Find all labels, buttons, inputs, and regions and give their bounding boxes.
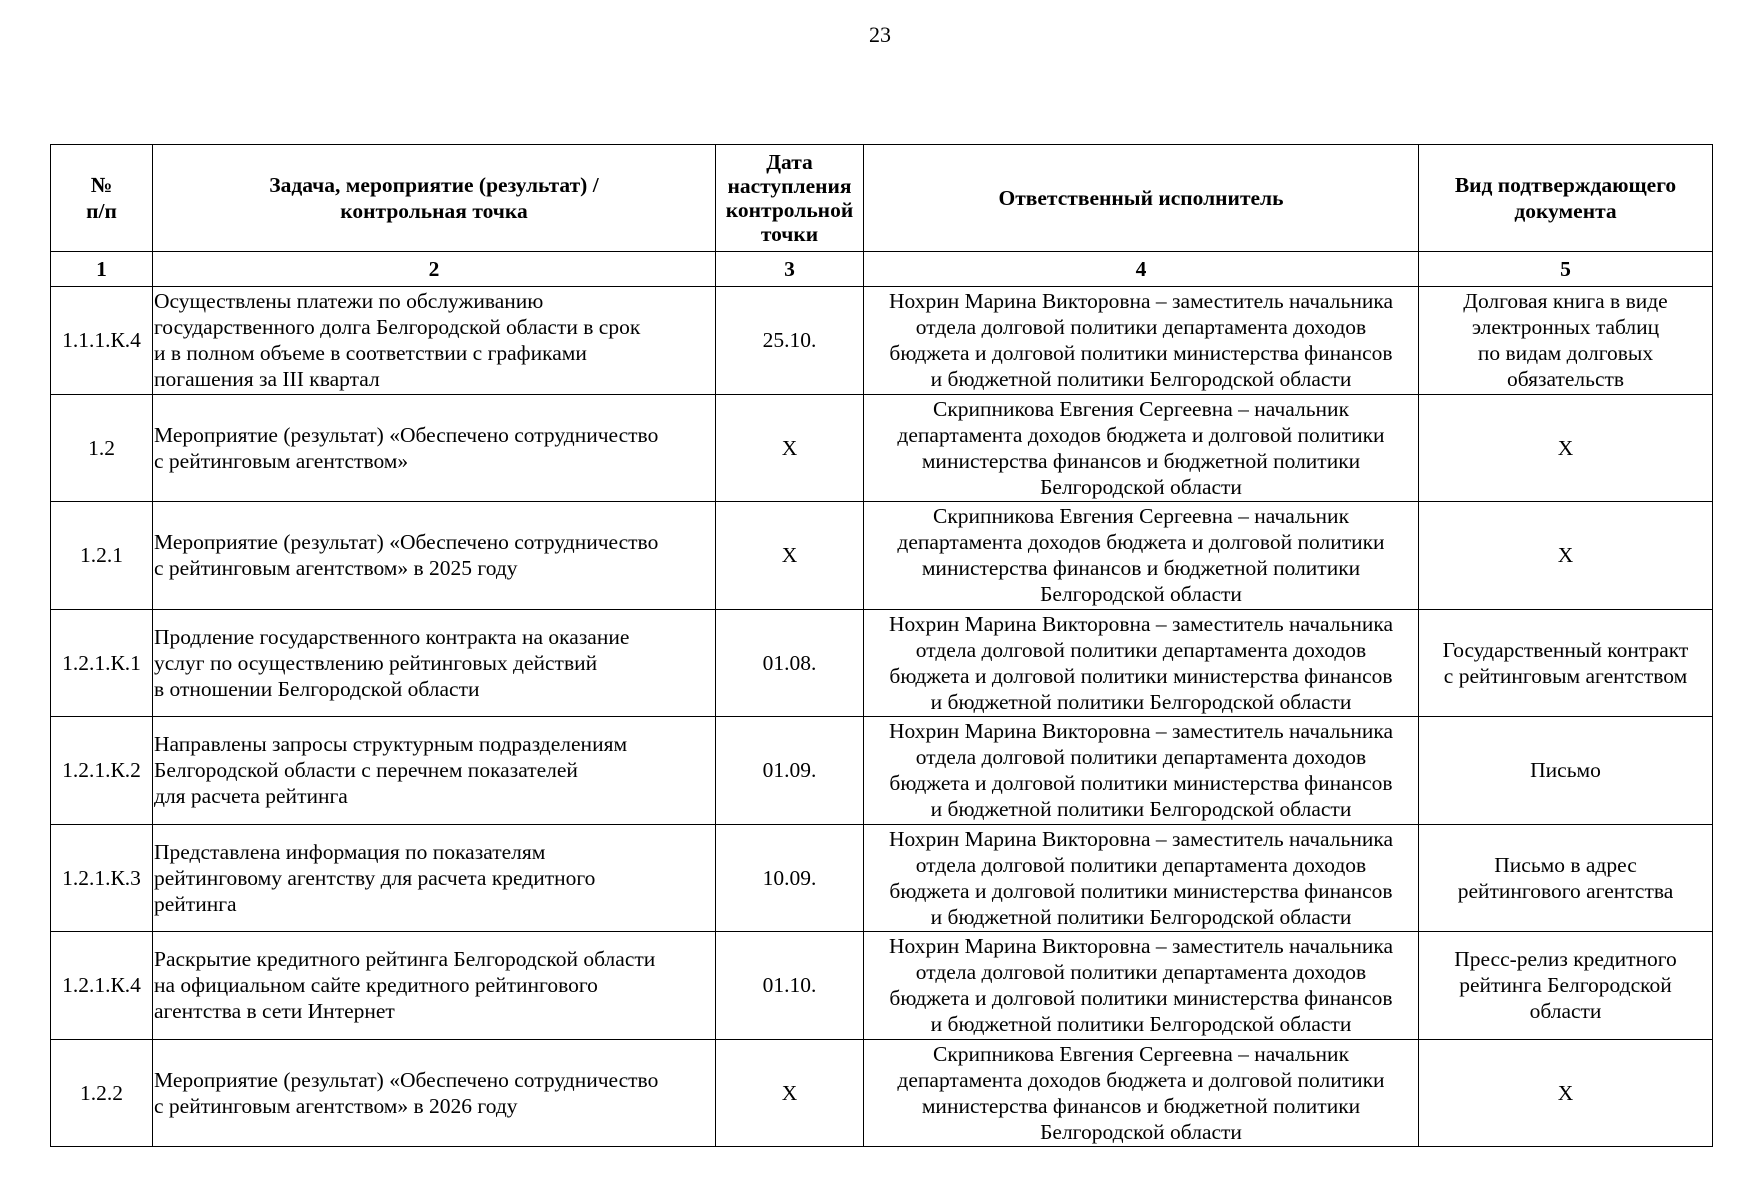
row-date: 10.09. <box>716 824 864 932</box>
column-number: 4 <box>864 252 1419 287</box>
table-row <box>51 502 1713 610</box>
column-number: 3 <box>716 252 864 287</box>
row-date: 01.08. <box>716 609 864 717</box>
header-document: Вид подтверждающего документа <box>1419 145 1713 252</box>
page-number: 23 <box>869 22 891 47</box>
row-date: 01.10. <box>716 932 864 1040</box>
row-number: 1.2 <box>51 394 153 502</box>
row-document: Х <box>1419 394 1713 502</box>
column-number: 2 <box>153 252 716 287</box>
table-row <box>51 932 1713 1040</box>
row-document: Письмо в адрес рейтингового агентства <box>1419 824 1713 932</box>
row-date: Х <box>716 502 864 610</box>
row-task: Мероприятие (результат) «Обеспечено сотрудничество с рейтинговым агентством» в 2026 году <box>153 1039 716 1147</box>
row-document: Пресс-релиз кредитного рейтинга Белгородской области <box>1419 932 1713 1040</box>
row-executor: Скрипникова Евгения Сергеевна – начальник департамента доходов бюджета и долговой политики министерства финансов и бюджетной политики Белгородской области <box>864 394 1419 502</box>
row-number: 1.1.1.К.4 <box>51 287 153 395</box>
row-date: Х <box>716 1039 864 1147</box>
header-number: № п/п <box>51 145 153 252</box>
row-executor: Нохрин Марина Викторовна – заместитель начальника отдела долговой политики департамента доходов бюджета и долговой политики министерства финансов и бюджетной политики Белгородской области <box>864 287 1419 395</box>
row-number: 1.2.2 <box>51 1039 153 1147</box>
table-row <box>51 609 1713 717</box>
row-executor: Нохрин Марина Викторовна – заместитель начальника отдела долговой политики департамента доходов бюджета и долговой политики министерства финансов и бюджетной политики Белгородской области <box>864 824 1419 932</box>
row-executor: Скрипникова Евгения Сергеевна – начальник департамента доходов бюджета и долговой политики министерства финансов и бюджетной политики Белгородской области <box>864 502 1419 610</box>
row-executor: Нохрин Марина Викторовна – заместитель начальника отдела долговой политики департамента доходов бюджета и долговой политики министерства финансов и бюджетной политики Белгородской области <box>864 609 1419 717</box>
row-date: Х <box>716 394 864 502</box>
row-number: 1.2.1 <box>51 502 153 610</box>
row-document: Письмо <box>1419 717 1713 825</box>
table-row <box>51 394 1713 502</box>
row-document: Х <box>1419 1039 1713 1147</box>
header-executor: Ответственный исполнитель <box>864 145 1419 252</box>
row-number: 1.2.1.К.1 <box>51 609 153 717</box>
row-task: Мероприятие (результат) «Обеспечено сотрудничество с рейтинговым агентством» в 2025 году <box>153 502 716 610</box>
header-row <box>51 145 1713 252</box>
row-date: 25.10. <box>716 287 864 395</box>
row-task: Представлена информация по показателям рейтинговому агентству для расчета кредитного рейтинга <box>153 824 716 932</box>
row-task: Мероприятие (результат) «Обеспечено сотрудничество с рейтинговым агентством» <box>153 394 716 502</box>
column-number: 1 <box>51 252 153 287</box>
table-row <box>51 824 1713 932</box>
row-document: Долговая книга в виде электронных таблиц по видам долговых обязательств <box>1419 287 1713 395</box>
row-task: Продление государственного контракта на оказание услуг по осуществлению рейтинговых действий в отношении Белгородской области <box>153 609 716 717</box>
row-number: 1.2.1.К.3 <box>51 824 153 932</box>
row-number: 1.2.1.К.2 <box>51 717 153 825</box>
column-number-row <box>51 252 1713 287</box>
table-row <box>51 287 1713 395</box>
row-task: Осуществлены платежи по обслуживанию государственного долга Белгородской области в срок и в полном объеме в соответствии с графиками погашения за III квартал <box>153 287 716 395</box>
column-number: 5 <box>1419 252 1713 287</box>
table-row <box>51 717 1713 825</box>
row-document: Х <box>1419 502 1713 610</box>
row-date: 01.09. <box>716 717 864 825</box>
row-executor: Нохрин Марина Викторовна – заместитель начальника отдела долговой политики департамента доходов бюджета и долговой политики министерства финансов и бюджетной политики Белгородской области <box>864 717 1419 825</box>
control-points-table <box>50 144 1713 1147</box>
row-executor: Скрипникова Евгения Сергеевна – начальник департамента доходов бюджета и долговой политики министерства финансов и бюджетной политики Белгородской области <box>864 1039 1419 1147</box>
table-body <box>51 287 1713 1147</box>
header-date: Дата наступления контрольной точки <box>716 145 864 252</box>
row-executor: Нохрин Марина Викторовна – заместитель начальника отдела долговой политики департамента доходов бюджета и долговой политики министерства финансов и бюджетной политики Белгородской области <box>864 932 1419 1040</box>
header-task: Задача, мероприятие (результат) / контрольная точка <box>153 145 716 252</box>
row-number: 1.2.1.К.4 <box>51 932 153 1040</box>
row-task: Раскрытие кредитного рейтинга Белгородской области на официальном сайте кредитного рейтингового агентства в сети Интернет <box>153 932 716 1040</box>
row-task: Направлены запросы структурным подразделениям Белгородской области с перечнем показателей для расчета рейтинга <box>153 717 716 825</box>
table-row <box>51 1039 1713 1147</box>
row-document: Государственный контракт с рейтинговым агентством <box>1419 609 1713 717</box>
